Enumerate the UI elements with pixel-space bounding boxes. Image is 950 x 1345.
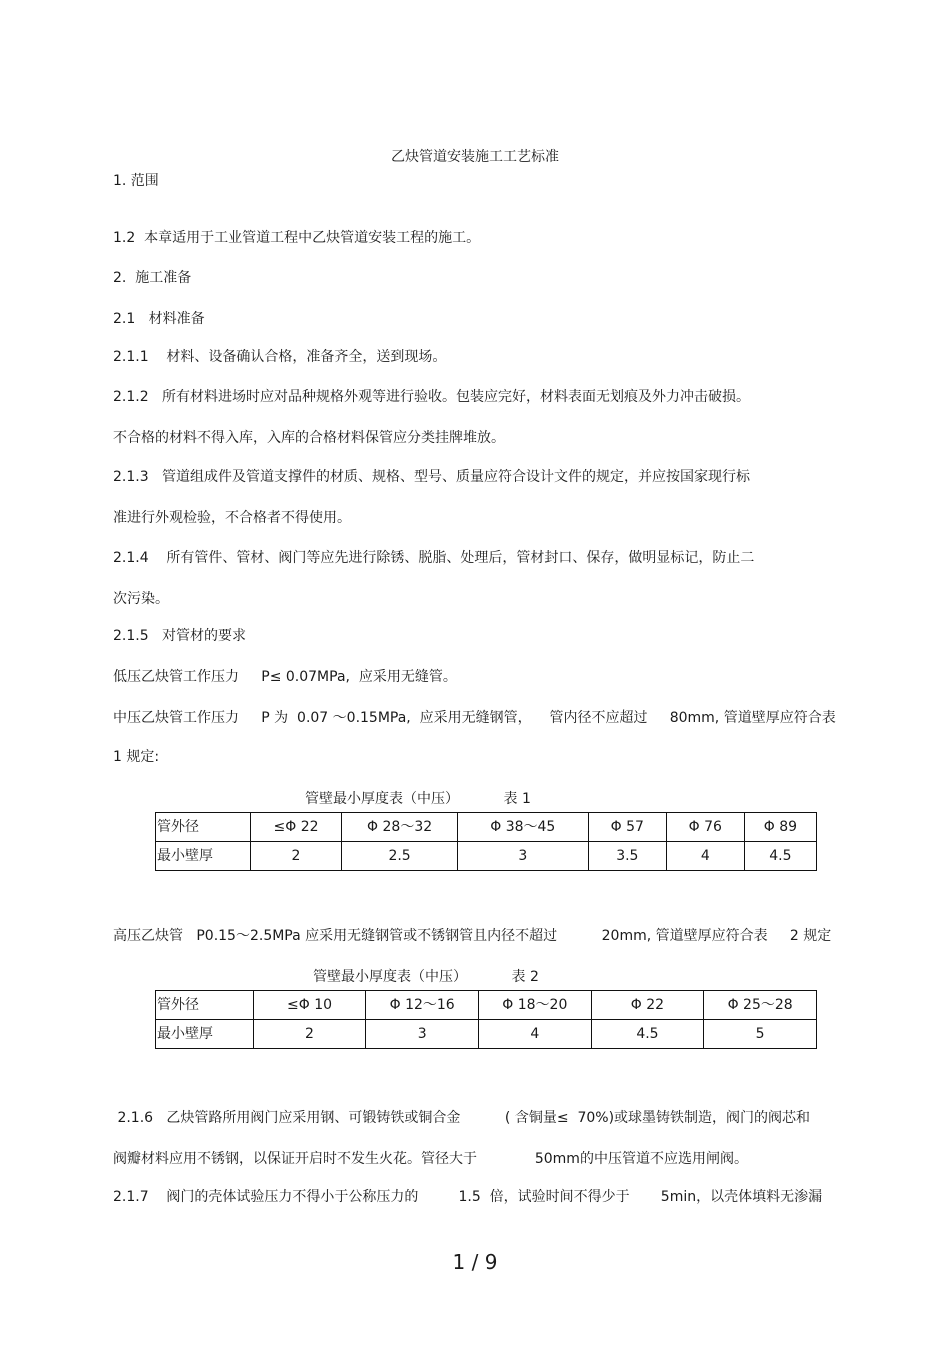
paragraph-line: 2.1.4 所有管件、管材、阀门等应先进行除锈、脱脂、处理后，管材封口、保存，做明显标记，防止二 xyxy=(113,550,755,566)
table-row xyxy=(156,1020,817,1049)
table-cell: Φ 38～45 xyxy=(457,813,588,842)
table-cell: 3 xyxy=(457,842,588,871)
table-cell: Φ 76 xyxy=(666,813,744,842)
table-cell: ≤Φ 22 xyxy=(250,813,342,842)
section-heading: 1. 范围 xyxy=(113,173,159,189)
paragraph-line: 阀瓣材料应用不锈钢，以保证开启时不发生火花。管径大于 50mm的中压管道不应选用闸阀。 xyxy=(113,1151,748,1167)
table-cell: 4 xyxy=(666,842,744,871)
paragraph-line: 2.1.7 阀门的壳体试验压力不得小于公称压力的 1.5 倍，试验时间不得少于 5min，以壳体填料无渗漏 xyxy=(113,1189,823,1205)
row-label: 管外径 xyxy=(156,813,251,842)
table-cell: Φ 57 xyxy=(588,813,666,842)
paragraph-line: 准进行外观检验，不合格者不得使用。 xyxy=(113,510,351,526)
paragraph-line: 高压乙炔管 P0.15～2.5MPa 应采用无缝钢管或不锈钢管且内径不超过 20mm, 管道壁厚应符合表 2 规定 xyxy=(113,928,832,944)
paragraph-line: 不合格的材料不得入库，入库的合格材料保管应分类挂牌堆放。 xyxy=(113,430,505,446)
table-cell: 4 xyxy=(478,1020,591,1049)
table-cell: Φ 28～32 xyxy=(342,813,457,842)
row-label: 管外径 xyxy=(156,991,254,1020)
paragraph-line: 2.1.6 乙炔管路所用阀门应采用钢、可锻铸铁或铜合金 ( 含铜量≤ 70%)或球墨铸铁制造，阀门的阀芯和 xyxy=(113,1110,811,1126)
table-cell: Φ 12～16 xyxy=(366,991,479,1020)
paragraph-line: 次污染。 xyxy=(113,591,169,607)
table-cell: 5 xyxy=(704,1020,817,1049)
table-caption: 管壁最小厚度表（中压） 表 2 xyxy=(313,969,539,985)
table-cell: 4.5 xyxy=(744,842,816,871)
section-heading: 2.1.5 对管材的要求 xyxy=(113,628,246,644)
paragraph-line: 中压乙炔管工作压力 P 为 0.07 ～0.15MPa, 应采用无缝钢管， 管内径不应超过 80mm, 管道壁厚应符合表 xyxy=(113,710,836,726)
wall-thickness-table-2 xyxy=(155,990,817,1049)
table-cell: Φ 89 xyxy=(744,813,816,842)
paragraph-line: 2.1.1 材料、设备确认合格，准备齐全，送到现场。 xyxy=(113,349,447,365)
table-cell: 3 xyxy=(366,1020,479,1049)
section-heading: 2.1 材料准备 xyxy=(113,311,205,327)
table-row xyxy=(156,813,817,842)
table-cell: ≤Φ 10 xyxy=(253,991,366,1020)
paragraph-line: 2.1.3 管道组成件及管道支撑件的材质、规格、型号、质量应符合设计文件的规定，并应按国家现行标 xyxy=(113,469,750,485)
row-label: 最小壁厚 xyxy=(156,842,251,871)
table-cell: 2 xyxy=(250,842,342,871)
table-cell: 4.5 xyxy=(591,1020,704,1049)
table-cell: Φ 22 xyxy=(591,991,704,1020)
table-cell: 2.5 xyxy=(342,842,457,871)
table-row xyxy=(156,991,817,1020)
table-cell: 3.5 xyxy=(588,842,666,871)
table-caption: 管壁最小厚度表（中压） 表 1 xyxy=(305,791,531,807)
document-title: 乙炔管道安装施工工艺标准 xyxy=(391,149,559,165)
wall-thickness-table-1 xyxy=(155,812,817,871)
table-cell: 2 xyxy=(253,1020,366,1049)
page-indicator: 1 / 9 xyxy=(452,1250,498,1274)
table-cell: Φ 25～28 xyxy=(704,991,817,1020)
row-label: 最小壁厚 xyxy=(156,1020,254,1049)
section-heading: 2. 施工准备 xyxy=(113,270,192,286)
paragraph-line: 1.2 本章适用于工业管道工程中乙炔管道安装工程的施工。 xyxy=(113,230,481,246)
paragraph-line: 2.1.2 所有材料进场时应对品种规格外观等进行验收。包装应完好，材料表面无划痕及外力冲击破损。 xyxy=(113,389,750,405)
paragraph-line: 低压乙炔管工作压力 P≤ 0.07MPa, 应采用无缝管。 xyxy=(113,669,457,685)
table-row xyxy=(156,842,817,871)
paragraph-line: 1 规定: xyxy=(113,749,160,765)
table-cell: Φ 18～20 xyxy=(478,991,591,1020)
